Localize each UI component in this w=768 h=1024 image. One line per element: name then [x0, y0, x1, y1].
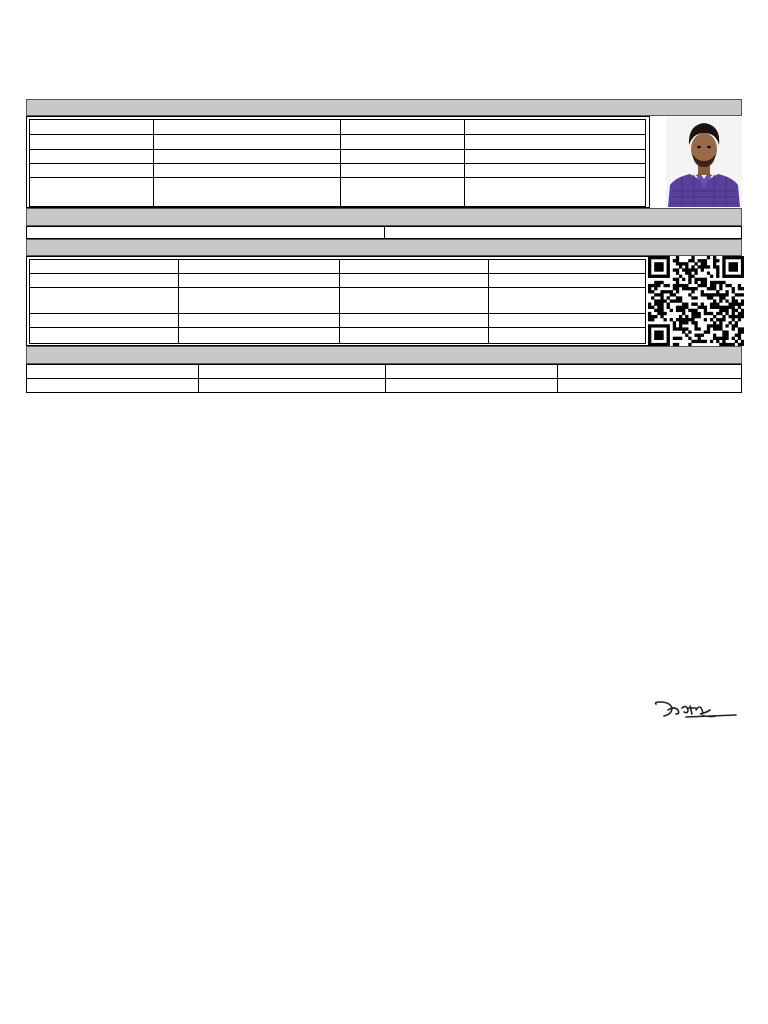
- table-cell: [558, 379, 742, 393]
- table-cell: [340, 327, 489, 343]
- table-cell: [489, 260, 646, 274]
- table-cell: [30, 260, 179, 274]
- section-3-header: [26, 239, 742, 256]
- table-cell: [465, 178, 646, 207]
- signature-icon: [650, 696, 742, 722]
- table-cell: [179, 288, 340, 313]
- table-cell: [30, 178, 154, 207]
- table-row: [30, 120, 646, 135]
- table-cell: [341, 150, 465, 164]
- table-cell: [465, 135, 646, 150]
- table-row: [30, 178, 646, 207]
- table-cell: [154, 164, 341, 178]
- section-4-table: [26, 364, 742, 393]
- table-cell: [199, 379, 386, 393]
- table-cell: [340, 313, 489, 327]
- table-cell: [199, 365, 386, 379]
- section-4-header: [26, 346, 742, 364]
- table-cell: [386, 379, 558, 393]
- table-row: [27, 365, 742, 379]
- table-cell: [341, 135, 465, 150]
- table-row: [27, 379, 742, 393]
- table-cell: [489, 327, 646, 343]
- qr-code: [648, 256, 744, 346]
- signature: [650, 696, 742, 722]
- section-1-header: [26, 99, 742, 116]
- table-row: [30, 260, 646, 274]
- table-cell: [179, 327, 340, 343]
- table-row: [27, 227, 742, 239]
- table-cell: [27, 365, 199, 379]
- table-cell: [341, 164, 465, 178]
- table-cell: [30, 164, 154, 178]
- table-cell: [30, 274, 179, 288]
- table-cell: [30, 150, 154, 164]
- person-photo-icon: [666, 117, 742, 207]
- table-cell: [30, 288, 179, 313]
- table-cell: [465, 150, 646, 164]
- table-cell: [385, 227, 742, 239]
- table-cell: [340, 260, 489, 274]
- section-2-table: [26, 226, 742, 239]
- qr-code-icon: [648, 256, 744, 346]
- table-cell: [30, 135, 154, 150]
- table-cell: [179, 274, 340, 288]
- table-cell: [341, 120, 465, 135]
- table-cell: [179, 260, 340, 274]
- table-row: [30, 327, 646, 343]
- table-cell: [154, 150, 341, 164]
- table-cell: [27, 379, 199, 393]
- section-3-table: [29, 259, 646, 344]
- table-cell: [340, 274, 489, 288]
- table-cell: [27, 227, 385, 239]
- section-2-header: [26, 208, 742, 226]
- table-cell: [179, 313, 340, 327]
- table-cell: [154, 135, 341, 150]
- table-cell: [30, 327, 179, 343]
- table-cell: [465, 120, 646, 135]
- table-row: [30, 135, 646, 150]
- table-row: [30, 274, 646, 288]
- table-row: [30, 164, 646, 178]
- table-cell: [154, 178, 341, 207]
- table-cell: [340, 288, 489, 313]
- table-cell: [154, 120, 341, 135]
- table-row: [30, 313, 646, 327]
- table-row: [30, 150, 646, 164]
- table-row: [30, 288, 646, 313]
- table-cell: [558, 365, 742, 379]
- table-cell: [489, 274, 646, 288]
- section-1-table: [29, 119, 646, 207]
- table-cell: [30, 313, 179, 327]
- table-cell: [465, 164, 646, 178]
- table-cell: [341, 178, 465, 207]
- table-cell: [489, 288, 646, 313]
- applicant-photo: [666, 117, 742, 207]
- table-cell: [30, 120, 154, 135]
- table-cell: [386, 365, 558, 379]
- table-cell: [489, 313, 646, 327]
